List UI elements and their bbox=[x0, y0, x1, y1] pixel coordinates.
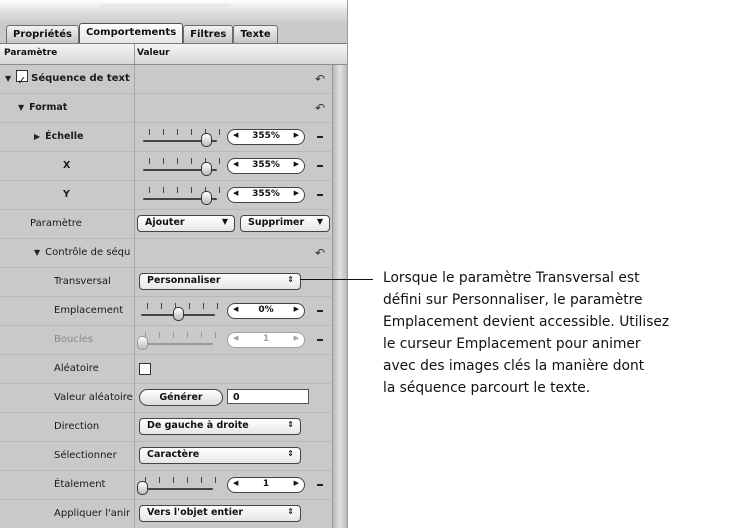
selectionner-value: Caractère bbox=[147, 449, 200, 460]
x-value[interactable]: 355% bbox=[252, 160, 280, 170]
row-emplacement bbox=[0, 297, 331, 326]
row-echelle bbox=[0, 123, 331, 152]
slider-thumb bbox=[137, 336, 148, 350]
disclosure-open-icon[interactable]: ▼ bbox=[18, 103, 25, 112]
row-valeur-aleatoire bbox=[0, 384, 331, 413]
table-header bbox=[0, 44, 347, 65]
callout-leader-line bbox=[300, 279, 373, 280]
row-transversal bbox=[0, 268, 331, 297]
remove-keyframe-icon[interactable] bbox=[317, 165, 323, 167]
callout-line-4: le curseur Emplacement pour animer bbox=[383, 336, 641, 352]
decrement-arrow-icon[interactable]: ◀ bbox=[233, 189, 239, 197]
value-boucles bbox=[135, 326, 331, 354]
direction-value: De gauche à droite bbox=[147, 420, 249, 431]
echelle-label: Échelle bbox=[45, 131, 84, 142]
inspector-panel bbox=[0, 0, 348, 528]
x-stepper[interactable] bbox=[227, 158, 305, 174]
format-label: Format bbox=[29, 102, 68, 113]
remove-keyframe-icon[interactable] bbox=[317, 310, 323, 312]
vertical-scrollbar[interactable] bbox=[332, 65, 347, 528]
parameter-list bbox=[0, 65, 331, 528]
row-selectionner bbox=[0, 442, 331, 471]
boucles-slider bbox=[137, 330, 217, 350]
param-direction: Direction bbox=[54, 421, 100, 432]
boucles-stepper bbox=[227, 332, 305, 348]
value-sequence bbox=[135, 65, 331, 93]
y-stepper[interactable] bbox=[227, 187, 305, 203]
selectionner-popup[interactable] bbox=[139, 447, 301, 464]
increment-arrow-icon[interactable]: ▶ bbox=[293, 160, 299, 168]
disclosure-closed-icon[interactable]: ▶ bbox=[34, 132, 41, 141]
y-slider[interactable] bbox=[141, 185, 221, 205]
param-transversal: Transversal bbox=[54, 276, 111, 287]
callout-line-1: Lorsque le paramètre Transversal est bbox=[383, 270, 640, 286]
param-etalement: Étalement bbox=[54, 479, 106, 490]
tab-comportements[interactable]: Comportements bbox=[79, 23, 183, 44]
updown-arrow-icon: ⇕ bbox=[287, 420, 294, 429]
emplacement-slider[interactable] bbox=[139, 301, 219, 321]
row-x bbox=[0, 152, 331, 181]
param-aleatoire: Aléatoire bbox=[54, 363, 99, 374]
transversal-value: Personnaliser bbox=[147, 275, 221, 286]
slider-thumb[interactable] bbox=[201, 162, 212, 176]
decrement-arrow-icon: ◀ bbox=[233, 334, 239, 342]
direction-popup[interactable] bbox=[139, 418, 301, 435]
row-etalement bbox=[0, 471, 331, 500]
row-boucles bbox=[0, 326, 331, 355]
param-y: Y bbox=[63, 189, 70, 200]
increment-arrow-icon: ▶ bbox=[293, 334, 299, 342]
param-x: X bbox=[63, 160, 71, 171]
param-emplacement: Emplacement bbox=[54, 305, 124, 316]
dropdown-arrow-icon: ▼ bbox=[316, 217, 323, 226]
value-x bbox=[135, 152, 331, 180]
param-format bbox=[0, 94, 152, 122]
row-appliquer bbox=[0, 500, 331, 528]
checkmark-icon: ✓ bbox=[17, 74, 27, 87]
param-appliquer: Appliquer l'anir bbox=[54, 508, 131, 519]
value-selectionner bbox=[135, 442, 331, 470]
etalement-value[interactable]: 1 bbox=[262, 479, 270, 489]
sequence-label: Séquence de text bbox=[31, 73, 130, 84]
transversal-popup[interactable] bbox=[139, 273, 301, 290]
value-aleatoire bbox=[135, 355, 331, 383]
decrement-arrow-icon[interactable]: ◀ bbox=[233, 305, 239, 313]
controle-label: Contrôle de séqu bbox=[45, 247, 131, 258]
sequence-enable-checkbox[interactable] bbox=[16, 70, 28, 87]
row-parametre bbox=[0, 210, 331, 239]
value-parametre bbox=[135, 210, 331, 238]
decrement-arrow-icon[interactable]: ◀ bbox=[233, 479, 239, 487]
value-echelle bbox=[135, 123, 331, 151]
reset-icon[interactable]: ↶ bbox=[314, 246, 325, 260]
value-direction bbox=[135, 413, 331, 441]
value-transversal bbox=[135, 268, 331, 296]
tab-proprietes[interactable]: Propriétés bbox=[6, 25, 79, 44]
value-format bbox=[135, 94, 331, 122]
echelle-stepper[interactable] bbox=[227, 129, 305, 145]
aleatoire-checkbox[interactable] bbox=[139, 363, 151, 375]
remove-keyframe-icon[interactable] bbox=[317, 484, 323, 486]
value-etalement bbox=[135, 471, 331, 499]
tab-filtres[interactable]: Filtres bbox=[183, 25, 233, 44]
callout-line-2: défini sur Personnaliser, le paramètre bbox=[383, 292, 643, 308]
row-y bbox=[0, 181, 331, 210]
updown-arrow-icon: ⇕ bbox=[287, 275, 294, 284]
generer-button[interactable]: Générer bbox=[139, 389, 223, 406]
param-parametre: Paramètre bbox=[30, 218, 82, 229]
remove-keyframe-icon[interactable] bbox=[317, 136, 323, 138]
value-appliquer bbox=[135, 500, 331, 528]
decrement-arrow-icon[interactable]: ◀ bbox=[233, 160, 239, 168]
value-controle bbox=[135, 239, 331, 267]
reset-icon[interactable]: ↶ bbox=[314, 101, 325, 115]
callout-text bbox=[383, 267, 733, 399]
decrement-arrow-icon[interactable]: ◀ bbox=[233, 131, 239, 139]
echelle-slider[interactable] bbox=[141, 127, 221, 147]
slider-thumb[interactable] bbox=[137, 481, 148, 495]
slider-thumb[interactable] bbox=[201, 191, 212, 205]
remove-keyframe-icon[interactable] bbox=[317, 194, 323, 196]
row-format bbox=[0, 94, 331, 123]
echelle-value[interactable]: 355% bbox=[252, 131, 280, 141]
callout-line-6: la séquence parcourt le texte. bbox=[383, 380, 591, 396]
row-sequence bbox=[0, 65, 331, 94]
value-valeur-aleatoire bbox=[135, 384, 331, 412]
row-direction bbox=[0, 413, 331, 442]
etalement-slider[interactable] bbox=[137, 475, 217, 495]
remove-keyframe-icon[interactable] bbox=[317, 339, 323, 341]
increment-arrow-icon[interactable]: ▶ bbox=[293, 479, 299, 487]
dropdown-arrow-icon: ▼ bbox=[221, 217, 228, 226]
etalement-stepper[interactable] bbox=[227, 477, 305, 493]
remove-parameter-popup[interactable] bbox=[240, 215, 330, 232]
updown-arrow-icon: ⇕ bbox=[287, 507, 294, 516]
reset-icon[interactable]: ↶ bbox=[314, 72, 325, 86]
inspector-tabs bbox=[6, 22, 278, 44]
y-value[interactable]: 355% bbox=[252, 189, 280, 199]
param-boucles: Boucles bbox=[54, 334, 93, 345]
disclosure-open-icon[interactable]: ▼ bbox=[34, 248, 41, 257]
param-valeur-aleatoire: Valeur aléatoire bbox=[54, 392, 133, 403]
row-aleatoire bbox=[0, 355, 331, 384]
add-parameter-popup[interactable] bbox=[137, 215, 235, 232]
valeur-aleatoire-field[interactable]: 0 bbox=[227, 389, 309, 404]
remove-parameter-label: Supprimer bbox=[248, 217, 305, 228]
slider-thumb[interactable] bbox=[173, 307, 184, 321]
increment-arrow-icon[interactable]: ▶ bbox=[293, 189, 299, 197]
callout-line-3: Emplacement devient accessible. Utilisez bbox=[383, 314, 670, 330]
param-sequence bbox=[0, 65, 139, 93]
header-separator bbox=[134, 44, 135, 64]
appliquer-popup[interactable] bbox=[139, 505, 301, 522]
disclosure-open-icon[interactable]: ▼ bbox=[5, 74, 12, 83]
panel-grip[interactable] bbox=[100, 4, 230, 7]
emplacement-value[interactable]: 0% bbox=[258, 305, 274, 315]
value-y bbox=[135, 181, 331, 209]
slider-thumb[interactable] bbox=[201, 133, 212, 147]
emplacement-stepper[interactable] bbox=[227, 303, 305, 319]
tab-texte[interactable]: Texte bbox=[233, 25, 277, 44]
value-emplacement bbox=[135, 297, 331, 325]
panel-top-bar bbox=[0, 0, 347, 22]
header-param: Paramètre bbox=[4, 48, 58, 58]
row-controle bbox=[0, 239, 331, 268]
appliquer-value: Vers l'objet entier bbox=[147, 507, 244, 518]
callout-line-5: avec des images clés la manière dont bbox=[383, 358, 645, 374]
param-selectionner: Sélectionner bbox=[54, 450, 117, 461]
increment-arrow-icon[interactable]: ▶ bbox=[293, 131, 299, 139]
add-parameter-label: Ajouter bbox=[145, 217, 185, 228]
header-value: Valeur bbox=[137, 48, 170, 58]
x-slider[interactable] bbox=[141, 156, 221, 176]
boucles-value: 1 bbox=[262, 334, 270, 344]
updown-arrow-icon: ⇕ bbox=[287, 449, 294, 458]
increment-arrow-icon[interactable]: ▶ bbox=[293, 305, 299, 313]
